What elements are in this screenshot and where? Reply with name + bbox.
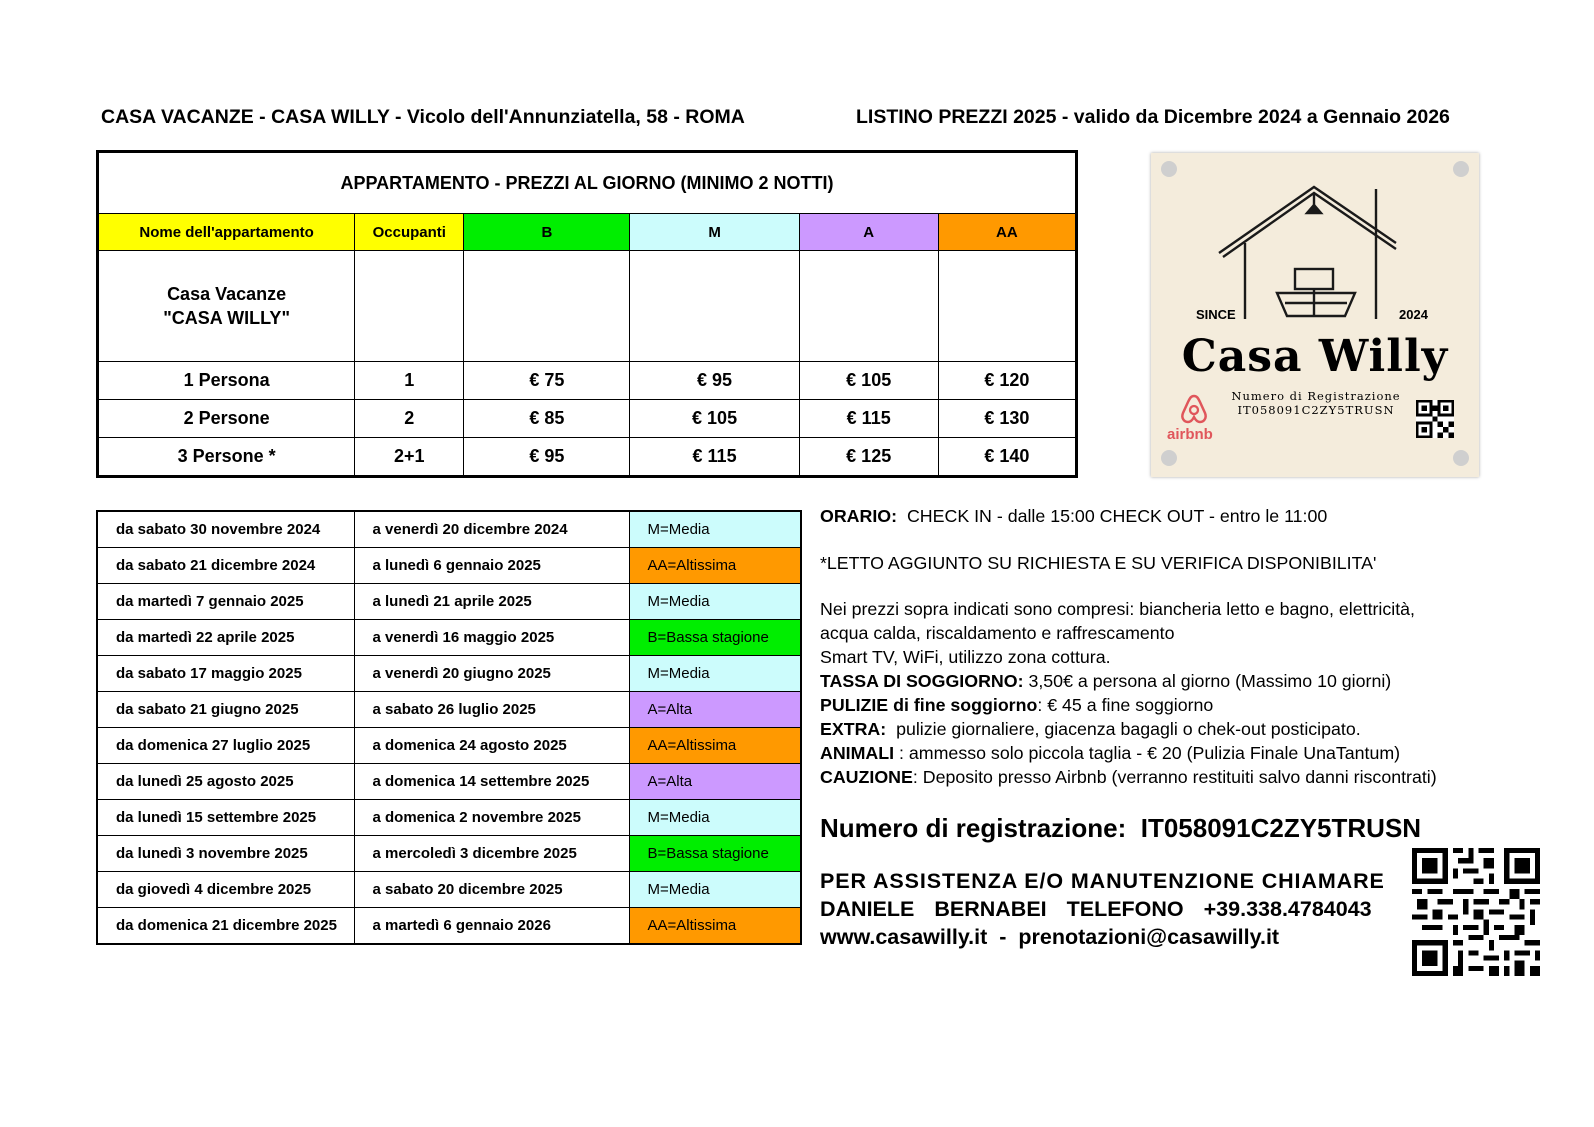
orario-text: CHECK IN - dalle 15:00 CHECK OUT - entro le 11:00 <box>906 506 1328 526</box>
orario-label: ORARIO: <box>820 506 898 526</box>
season-label: A=Alta <box>629 692 801 728</box>
season-to: a martedì 6 gennaio 2026 <box>354 908 629 945</box>
header-season-a: A <box>799 214 938 251</box>
header-left: CASA VACANZE - CASA WILLY - Vicolo dell'Annunziatella, 58 - ROMA <box>101 106 745 128</box>
season-from: da domenica 21 dicembre 2025 <box>97 908 354 945</box>
price-row-occupants: 1 <box>355 362 464 400</box>
price-table-title: APPARTAMENTO - PREZZI AL GIORNO (MINIMO 2 NOTTI) <box>98 152 1077 214</box>
season-row <box>97 584 801 620</box>
season-label: M=Media <box>629 584 801 620</box>
empty-cell <box>464 251 630 362</box>
separator: - <box>999 925 1007 949</box>
season-row <box>97 656 801 692</box>
season-from: da giovedì 4 dicembre 2025 <box>97 872 354 908</box>
price-aa: € 120 <box>938 362 1076 400</box>
season-from: da sabato 30 novembre 2024 <box>97 511 354 548</box>
header-season-b: B <box>464 214 630 251</box>
price-b: € 75 <box>464 362 630 400</box>
season-to: a venerdì 20 giugno 2025 <box>354 656 629 692</box>
price-m: € 115 <box>630 438 799 477</box>
empty-cell <box>799 251 938 362</box>
qr-code-icon <box>1412 848 1540 976</box>
logo-name: Casa Willy <box>1181 331 1449 382</box>
season-row <box>97 800 801 836</box>
extra-label: EXTRA: <box>820 719 887 739</box>
price-header-row <box>98 214 1077 251</box>
screw-icon <box>1453 450 1469 466</box>
season-label: B=Bassa stagione <box>629 836 801 872</box>
season-row <box>97 511 801 548</box>
registration-code: IT058091C2ZY5TRUSN <box>1140 813 1422 843</box>
header-right: LISTINO PREZZI 2025 - valido da Dicembre 2024 a Gennaio 2026 <box>856 106 1450 128</box>
website-link[interactable]: www.casawilly.it <box>820 925 988 949</box>
contacts-line <box>820 925 1279 950</box>
header-occupants: Occupanti <box>355 214 464 251</box>
season-label: M=Media <box>629 656 801 692</box>
season-label: M=Media <box>629 872 801 908</box>
season-row <box>97 764 801 800</box>
season-from: da domenica 27 luglio 2025 <box>97 728 354 764</box>
price-row <box>98 362 1077 400</box>
qr-code-icon <box>1416 400 1454 438</box>
header-apartment-name: Nome dell'appartamento <box>98 214 355 251</box>
season-row <box>97 908 801 945</box>
logo-registration-code: IT058091C2ZY5TRUSN <box>1237 403 1395 417</box>
email-link[interactable]: prenotazioni@casawilly.it <box>1018 925 1280 949</box>
casa-willy-logo <box>1151 153 1479 477</box>
season-to: a domenica 14 settembre 2025 <box>354 764 629 800</box>
season-from: da sabato 21 giugno 2025 <box>97 692 354 728</box>
empty-cell <box>355 251 464 362</box>
airbnb-icon <box>1179 393 1209 425</box>
registration-number <box>820 813 1421 844</box>
season-to: a domenica 24 agosto 2025 <box>354 728 629 764</box>
header-season-m: M <box>630 214 799 251</box>
extra-bed-note: *LETTO AGGIUNTO SU RICHIESTA E SU VERIFICA DISPONIBILITA' <box>820 553 1377 573</box>
cauzione-text: : Deposito presso Airbnb (verranno restituiti salvo danni riscontrati) <box>912 767 1437 787</box>
season-row <box>97 620 801 656</box>
house-lamp-icon <box>1151 153 1479 323</box>
season-label: AA=Altissima <box>629 548 801 584</box>
registration-label: Numero di registrazione: <box>820 813 1127 843</box>
included-line-3: Smart TV, WiFi, utilizzo zona cottura. <box>820 647 1111 667</box>
orario-line <box>820 506 1327 527</box>
animali-text: : ammesso solo piccola taglia - € 20 (Pulizia Finale UnaTantum) <box>899 743 1401 763</box>
pulizie-line <box>820 695 1213 716</box>
apartment-name-line1: Casa Vacanze <box>167 284 287 304</box>
empty-cell <box>630 251 799 362</box>
season-label: M=Media <box>629 800 801 836</box>
cauzione-line <box>820 767 1437 788</box>
season-from: da sabato 21 dicembre 2024 <box>97 548 354 584</box>
season-row <box>97 692 801 728</box>
price-row-name: 3 Persone * <box>98 438 355 477</box>
tassa-line <box>820 671 1391 692</box>
season-from: da martedì 22 aprile 2025 <box>97 620 354 656</box>
season-from: da sabato 17 maggio 2025 <box>97 656 354 692</box>
price-a: € 115 <box>799 400 938 438</box>
price-m: € 105 <box>630 400 799 438</box>
price-row-occupants: 2+1 <box>355 438 464 477</box>
price-row-name: 1 Persona <box>98 362 355 400</box>
price-a: € 125 <box>799 438 938 477</box>
price-row <box>98 438 1077 477</box>
season-to: a lunedì 6 gennaio 2025 <box>354 548 629 584</box>
included-line-2: acqua calda, riscaldamento e raffrescamento <box>820 623 1175 643</box>
logo-year: 2024 <box>1399 307 1428 322</box>
airbnb-wordmark: airbnb <box>1167 426 1213 443</box>
price-m: € 95 <box>630 362 799 400</box>
season-label: B=Bassa stagione <box>629 620 801 656</box>
season-row <box>97 548 801 584</box>
price-a: € 105 <box>799 362 938 400</box>
price-row-occupants: 2 <box>355 400 464 438</box>
apartment-name <box>98 251 355 362</box>
season-to: a lunedì 21 aprile 2025 <box>354 584 629 620</box>
season-to: a sabato 26 luglio 2025 <box>354 692 629 728</box>
seasons-table <box>96 510 802 945</box>
assistance-line-1: PER ASSISTENZA E/O MANUTENZIONE CHIAMARE <box>820 869 1385 893</box>
season-label: AA=Altissima <box>629 908 801 945</box>
season-to: a venerdì 16 maggio 2025 <box>354 620 629 656</box>
header-season-aa: AA <box>938 214 1076 251</box>
season-to: a mercoledì 3 dicembre 2025 <box>354 836 629 872</box>
price-row <box>98 400 1077 438</box>
extra-line <box>820 719 1361 740</box>
season-from: da lunedì 3 novembre 2025 <box>97 836 354 872</box>
season-to: a venerdì 20 dicembre 2024 <box>354 511 629 548</box>
logo-registration-label: Numero di Registrazione <box>1231 389 1401 403</box>
price-table <box>96 150 1078 478</box>
season-label: M=Media <box>629 511 801 548</box>
included-line-1: Nei prezzi sopra indicati sono compresi: biancheria letto e bagno, elettricità, <box>820 599 1415 619</box>
season-row <box>97 872 801 908</box>
price-aa: € 140 <box>938 438 1076 477</box>
screw-icon <box>1161 450 1177 466</box>
price-b: € 85 <box>464 400 630 438</box>
season-label: A=Alta <box>629 764 801 800</box>
assistance-line-2: DANIELE BERNABEI TELEFONO +39.338.4784043 <box>820 897 1372 921</box>
season-from: da lunedì 25 agosto 2025 <box>97 764 354 800</box>
season-to: a domenica 2 novembre 2025 <box>354 800 629 836</box>
season-from: da martedì 7 gennaio 2025 <box>97 584 354 620</box>
animali-line <box>820 743 1400 764</box>
season-row <box>97 836 801 872</box>
pulizie-label: PULIZIE di fine soggiorno <box>820 695 1038 715</box>
season-from: da lunedì 15 settembre 2025 <box>97 800 354 836</box>
season-label: AA=Altissima <box>629 728 801 764</box>
animali-label: ANIMALI <box>820 743 895 763</box>
cauzione-label: CAUZIONE <box>820 767 913 787</box>
tassa-label: TASSA DI SOGGIORNO: <box>820 671 1024 691</box>
pulizie-text: : € 45 a fine soggiorno <box>1037 695 1214 715</box>
tassa-text: 3,50€ a persona al giorno (Massimo 10 giorni) <box>1028 671 1392 691</box>
price-b: € 95 <box>464 438 630 477</box>
season-row <box>97 728 801 764</box>
price-row-name: 2 Persone <box>98 400 355 438</box>
apartment-name-line2: "CASA WILLY" <box>163 308 290 328</box>
logo-since: SINCE <box>1196 307 1236 322</box>
empty-cell <box>938 251 1076 362</box>
season-to: a sabato 20 dicembre 2025 <box>354 872 629 908</box>
price-aa: € 130 <box>938 400 1076 438</box>
extra-text: pulizie giornaliere, giacenza bagagli o chek-out posticipato. <box>896 719 1361 739</box>
